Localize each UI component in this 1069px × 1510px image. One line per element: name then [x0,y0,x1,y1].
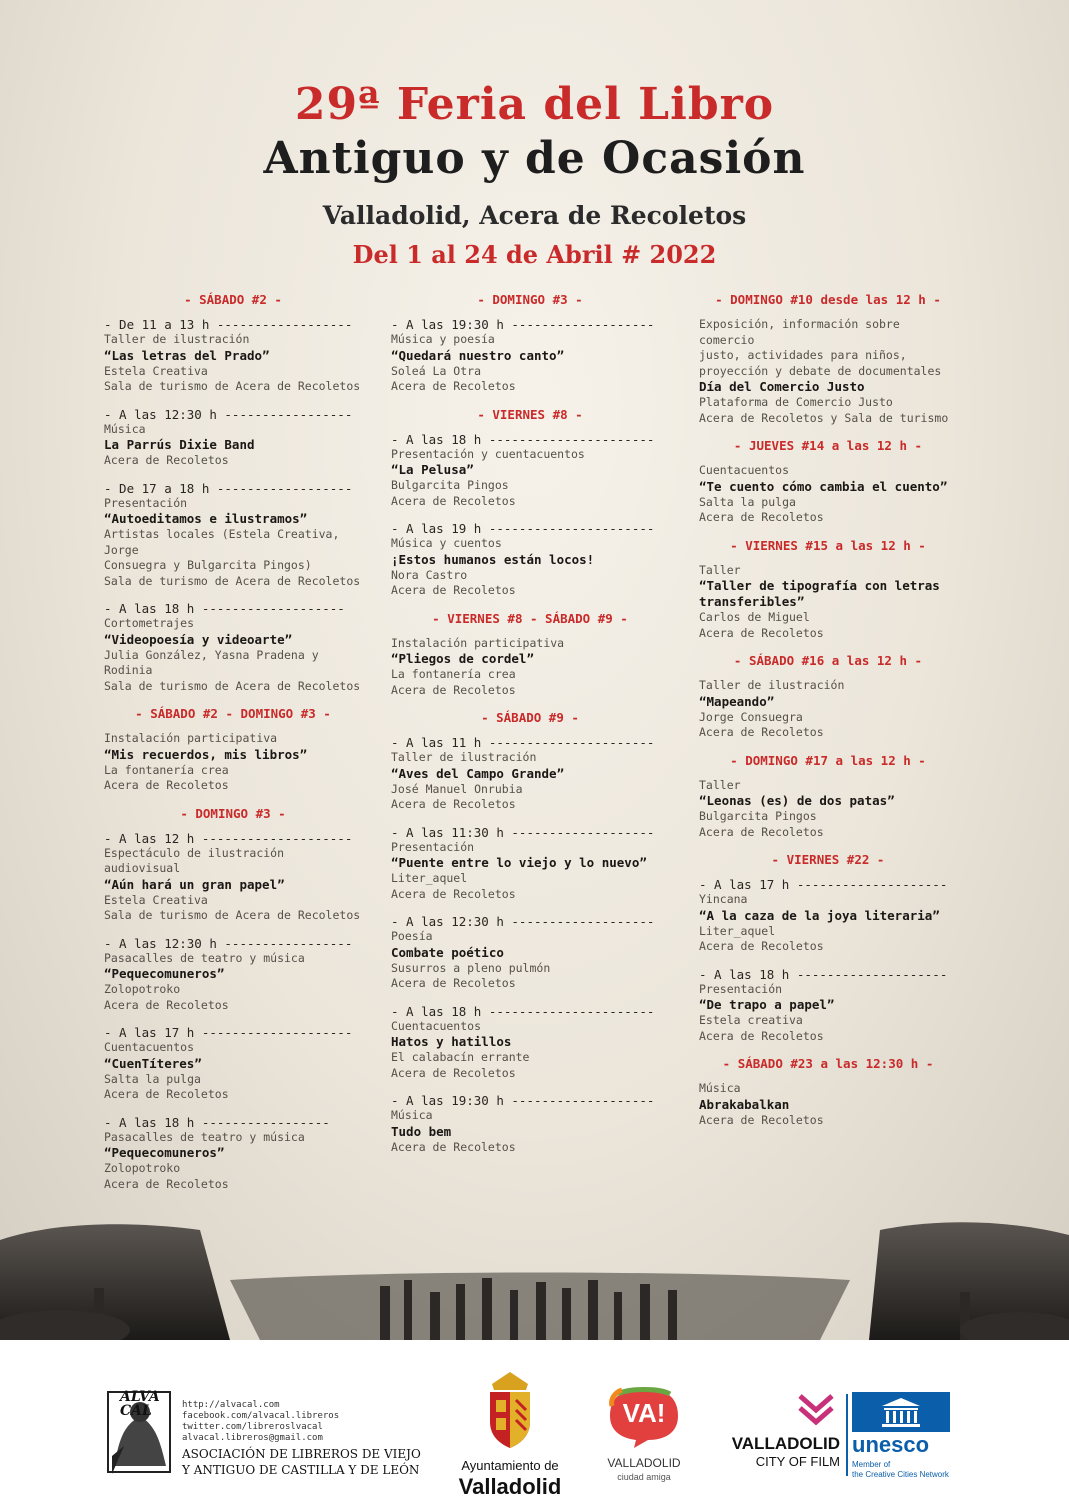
event-detail: Carlos de Miguel [699,610,810,624]
event-entry [104,831,362,924]
link-facebook[interactable]: facebook.com/alvacal.libreros [182,1411,340,1421]
event-entry [391,914,669,992]
event-time: - A las 12:30 h ----------------- [104,406,353,422]
day-heading: - SÁBADO #9 - [481,710,579,725]
alvacal-links [182,1400,421,1478]
event-time: - A las 17 h -------------------- [104,1025,353,1040]
event-detail: Susurros a pleno pulmón [391,960,551,975]
day-heading: - JUEVES #14 a las 12 h - [733,438,923,453]
event-entry [699,563,957,642]
event-title: Día del Comercio Justo [699,379,865,394]
event-title: La Parrús Dixie Band [104,437,255,452]
event-time: - A las 18 h ------------------- [104,601,345,616]
event-time: - De 11 a 13 h ------------------ [104,317,353,332]
event-detail: Acera de Recoletos [104,453,229,467]
event-detail: Acera de Recoletos [391,1139,516,1154]
event-time: - A las 18 h ----------------- [104,1114,330,1130]
event-detail: Consuegra y Bulgarcita Pingos) [104,558,312,572]
event-detail: Pasacalles de teatro y música [104,1129,305,1144]
schedule-column-3 [699,292,957,1140]
event-detail: Sala de turismo de Acera de Recoletos [104,908,361,922]
event-detail: Espectáculo de ilustración audiovisual [104,845,285,875]
event-detail: Acera de Recoletos [104,1087,229,1101]
event-title: “Autoeditamos e ilustramos” [104,511,308,526]
event-detail: Cortometrajes [104,616,195,630]
day-heading: - SÁBADO #23 a las 12:30 h - [722,1056,934,1071]
unesco-note-1: Member of [852,1460,891,1469]
event-time: - A las 19 h ---------------------- [391,521,655,536]
location-line: Valladolid, Acera de Recoletos [322,201,747,230]
event-detail: Nora Castro [391,567,468,582]
event-detail: Estela creativa [699,1013,803,1027]
event-detail: Cuentacuentos [104,1040,195,1054]
event-detail: Acera de Recoletos [391,886,516,901]
event-detail: Música [699,1081,741,1095]
event-title: “CuenTíteres” [104,1055,202,1071]
event-detail: Acera de Recoletos [699,625,824,640]
event-detail: Bulgarcita Pingos [699,809,817,823]
event-detail: Acera de Recoletos [391,976,516,990]
event-entry [104,407,362,469]
event-detail: Taller [699,777,741,792]
event-detail: Salta la pulga [699,494,796,509]
day-heading: - SÁBADO #16 a las 12 h - [733,653,923,668]
event-detail: Taller de ilustración [391,750,537,764]
event-detail: Acera de Recoletos [104,778,229,792]
event-time: - A las 18 h ---------------------- [391,1003,655,1019]
event-detail: Liter_aquel [391,871,468,885]
event-title: ¡Estos humanos están locos! [391,551,595,567]
event-entry [391,636,669,699]
day-heading: - VIERNES #15 a las 12 h - [730,537,926,553]
event-entry [391,735,669,813]
event-entry [699,967,957,1045]
event-title: “Te cuento cómo cambia el cuento” [699,478,948,494]
event-detail: Cuentacuentos [391,1018,482,1033]
event-entry [699,678,957,741]
event-detail: Música [104,421,146,436]
event-time: - A las 12:30 h ------------------- [391,914,655,929]
event-title: Tudo bem [391,1123,452,1139]
va-badge-text: VA! [622,1398,666,1428]
event-detail: La fontanería crea [391,667,516,681]
event-entry [391,521,669,599]
event-detail: Acera de Recoletos [699,1112,824,1127]
day-heading: - DOMINGO #17 a las 12 h - [730,752,926,768]
unesco-note-2: the Creative Cities Network [852,1470,949,1479]
event-detail: Pasacalles de teatro y música [104,950,305,965]
event-detail: Liter_aquel [699,923,776,938]
event-detail: Acera de Recoletos [391,1065,516,1080]
event-detail: Instalación participativa [391,635,565,650]
day-heading: - VIERNES #8 - [477,406,583,422]
event-entry [391,317,669,395]
event-entry [104,317,362,395]
event-detail: Sala de turismo de Acera de Recoletos [104,678,361,693]
event-detail: El calabacín errante [391,1050,530,1064]
event-title: “La Pelusa” [391,462,474,477]
event-title: “Videopoesía y videoarte” [104,631,293,647]
day-heading: - SÁBADO #2 - [184,292,282,307]
event-entry [104,481,362,590]
event-detail: Música [391,1108,433,1122]
event-title: transferibles” [699,594,805,609]
event-entry [391,825,669,903]
event-detail: Estela Creativa [104,363,208,378]
event-detail: Instalación participativa [104,731,278,745]
event-time: - A las 18 h -------------------- [699,966,948,982]
event-time: - A las 11 h ---------------------- [391,735,655,750]
event-detail: Acera de Recoletos [104,997,229,1012]
ayuntamiento-label-1: Ayuntamiento de [461,1458,559,1473]
event-time: - A las 18 h ---------------------- [391,431,655,447]
association-name-1: ASOCIACIÓN DE LIBREROS DE VIEJO [182,1447,421,1461]
event-detail: Taller de ilustración [699,678,845,692]
event-detail: Acera de Recoletos [699,1028,824,1043]
event-time: - A las 17 h -------------------- [699,877,948,892]
link-twitter[interactable]: twitter.com/libreroslvacal [182,1422,323,1432]
day-heading: - DOMINGO #3 - [180,805,286,821]
event-detail: Acera de Recoletos [699,824,824,839]
event-time: - A las 11:30 h ------------------- [391,824,655,840]
title-line-1: 29ª Feria del Libro [294,79,775,130]
event-detail: Presentación [699,981,783,996]
event-detail: Taller [699,562,741,577]
event-entry [699,317,957,426]
event-detail: Acera de Recoletos [391,493,516,508]
event-title: “Aves del Campo Grande” [391,765,565,781]
city-of-film-chevron-icon [796,1390,836,1430]
event-title: “Puente entre lo viejo y lo nuevo” [391,855,647,870]
day-heading: - VIERNES #8 - SÁBADO #9 - [432,610,628,626]
event-detail: Exposición, información sobre comercio [699,317,900,347]
va-label-1: VALLADOLID [607,1456,681,1470]
event-entry [699,778,957,841]
event-title: “Aún hará un gran papel” [104,876,285,892]
event-time: - A las 19:30 h ------------------- [391,317,655,332]
title-line-2: Antiguo y de Ocasión [263,133,806,184]
city-of-film-label-1: VALLADOLID [731,1434,840,1453]
event-detail: Música y cuentos [391,536,502,550]
link-website[interactable]: http://alvacal.com [182,1400,280,1410]
event-title: “Pequecomuneros” [104,1145,225,1160]
event-title: Combate poético [391,944,504,960]
event-time: - A las 12 h -------------------- [104,830,353,846]
alvacal-logo-text: ALVA CAL [120,1389,160,1419]
ayuntamiento-label-2: Valladolid [458,1474,562,1499]
va-label-2: ciudad amiga [617,1472,671,1482]
event-detail: Presentación y cuentacuentos [391,446,585,461]
event-entry [699,463,957,526]
event-detail: Artistas locales (Estela Creativa, Jorge [104,527,340,557]
event-title: “Mapeando” [699,693,775,709]
event-entry [104,1025,362,1103]
link-email[interactable]: alvacal.libreros@gmail.com [182,1433,323,1443]
event-detail: Jorge Consuegra [699,709,803,724]
event-title: “Leonas (es) de dos patas” [699,793,895,808]
event-detail: Sala de turismo de Acera de Recoletos [104,573,361,588]
event-detail: Zolopotroko [104,982,181,996]
day-heading: - DOMINGO #10 desde las 12 h - [715,292,941,307]
date-line: Del 1 al 24 de Abril # 2022 [352,240,717,269]
event-time: - A las 19:30 h ------------------- [391,1093,655,1108]
typewriter-keys-illustration [0,1200,1069,1340]
event-title: “Taller de tipografía con letras [699,578,940,593]
event-detail: Presentación [391,839,475,854]
event-title: “Quedará nuestro canto” [391,347,565,363]
day-heading: - VIERNES #22 - [771,852,885,867]
event-title: “Las letras del Prado” [104,347,270,363]
event-entry [104,601,362,694]
event-detail: justo, actividades para niños, [699,348,907,362]
event-entry [104,936,362,1014]
day-heading: - DOMINGO #3 - [477,292,583,307]
event-detail: Bulgarcita Pingos [391,478,509,492]
event-detail: proyección y debate de documentales [699,363,942,378]
divider [846,1394,848,1476]
event-detail: Zolopotroko [104,1161,181,1175]
event-detail: La fontanería crea [104,762,229,777]
event-detail: Acera de Recoletos [699,725,824,739]
association-name-2: Y ANTIGUO DE CASTILLA Y DE LEÓN [182,1463,420,1477]
event-entry [104,731,362,794]
event-detail: Soleá La Otra [391,363,482,378]
event-detail: Acera de Recoletos [699,510,824,524]
event-entry [699,877,957,955]
event-detail: Salta la pulga [104,1071,201,1086]
event-time: - De 17 a 18 h ------------------ [104,480,353,496]
event-title: Abrakabalkan [699,1096,790,1112]
event-detail: Acera de Recoletos [391,682,516,697]
valladolid-coat-of-arms-icon [480,1370,540,1450]
event-detail: Música y poesía [391,332,495,346]
event-detail: Yincana [699,892,748,906]
event-title: Hatos y hatillos [391,1034,512,1049]
event-entry [391,1093,669,1155]
event-entry [391,1004,669,1082]
event-detail: Taller de ilustración [104,332,250,346]
unesco-temple-icon [852,1392,950,1432]
event-detail: Acera de Recoletos [699,939,824,953]
event-title: “De trapo a papel” [699,997,835,1012]
event-detail: Acera de Recoletos [391,797,516,811]
event-detail: Acera de Recoletos [104,1176,229,1191]
sponsors-footer [0,1340,1069,1510]
unesco-wordmark: unesco [852,1432,930,1457]
schedule-column-1 [104,292,362,1204]
event-title: “Pequecomuneros” [104,966,225,981]
event-title: “Pliegos de cordel” [391,651,534,666]
event-detail: Poesía [391,929,433,943]
city-of-film-label-2: CITY OF FILM [755,1454,840,1469]
event-detail: Cuentacuentos [699,463,790,477]
event-detail: Presentación [104,495,188,510]
event-entry [699,1081,957,1128]
day-heading: - SÁBADO #2 - DOMINGO #3 - [135,706,331,721]
event-detail: José Manuel Onrubia [391,781,523,796]
event-entry [104,1115,362,1193]
event-detail: Acera de Recoletos y Sala de turismo [699,410,949,425]
poster-header [0,78,1069,272]
event-title: “Mis recuerdos, mis libros” [104,746,308,762]
event-time: - A las 12:30 h ----------------- [104,935,353,951]
event-detail: Acera de Recoletos [391,379,516,393]
event-detail: Acera de Recoletos [391,583,516,597]
event-detail: Estela Creativa [104,892,208,907]
schedule-column-2 [391,292,669,1167]
event-detail: Julia González, Yasna Pradena y Rodinia [104,647,319,677]
event-detail: Sala de turismo de Acera de Recoletos [104,379,361,393]
event-title: “A la caza de la joya literaria” [699,907,940,923]
event-detail: Plataforma de Comercio Justo [699,395,893,409]
event-entry [391,432,669,510]
